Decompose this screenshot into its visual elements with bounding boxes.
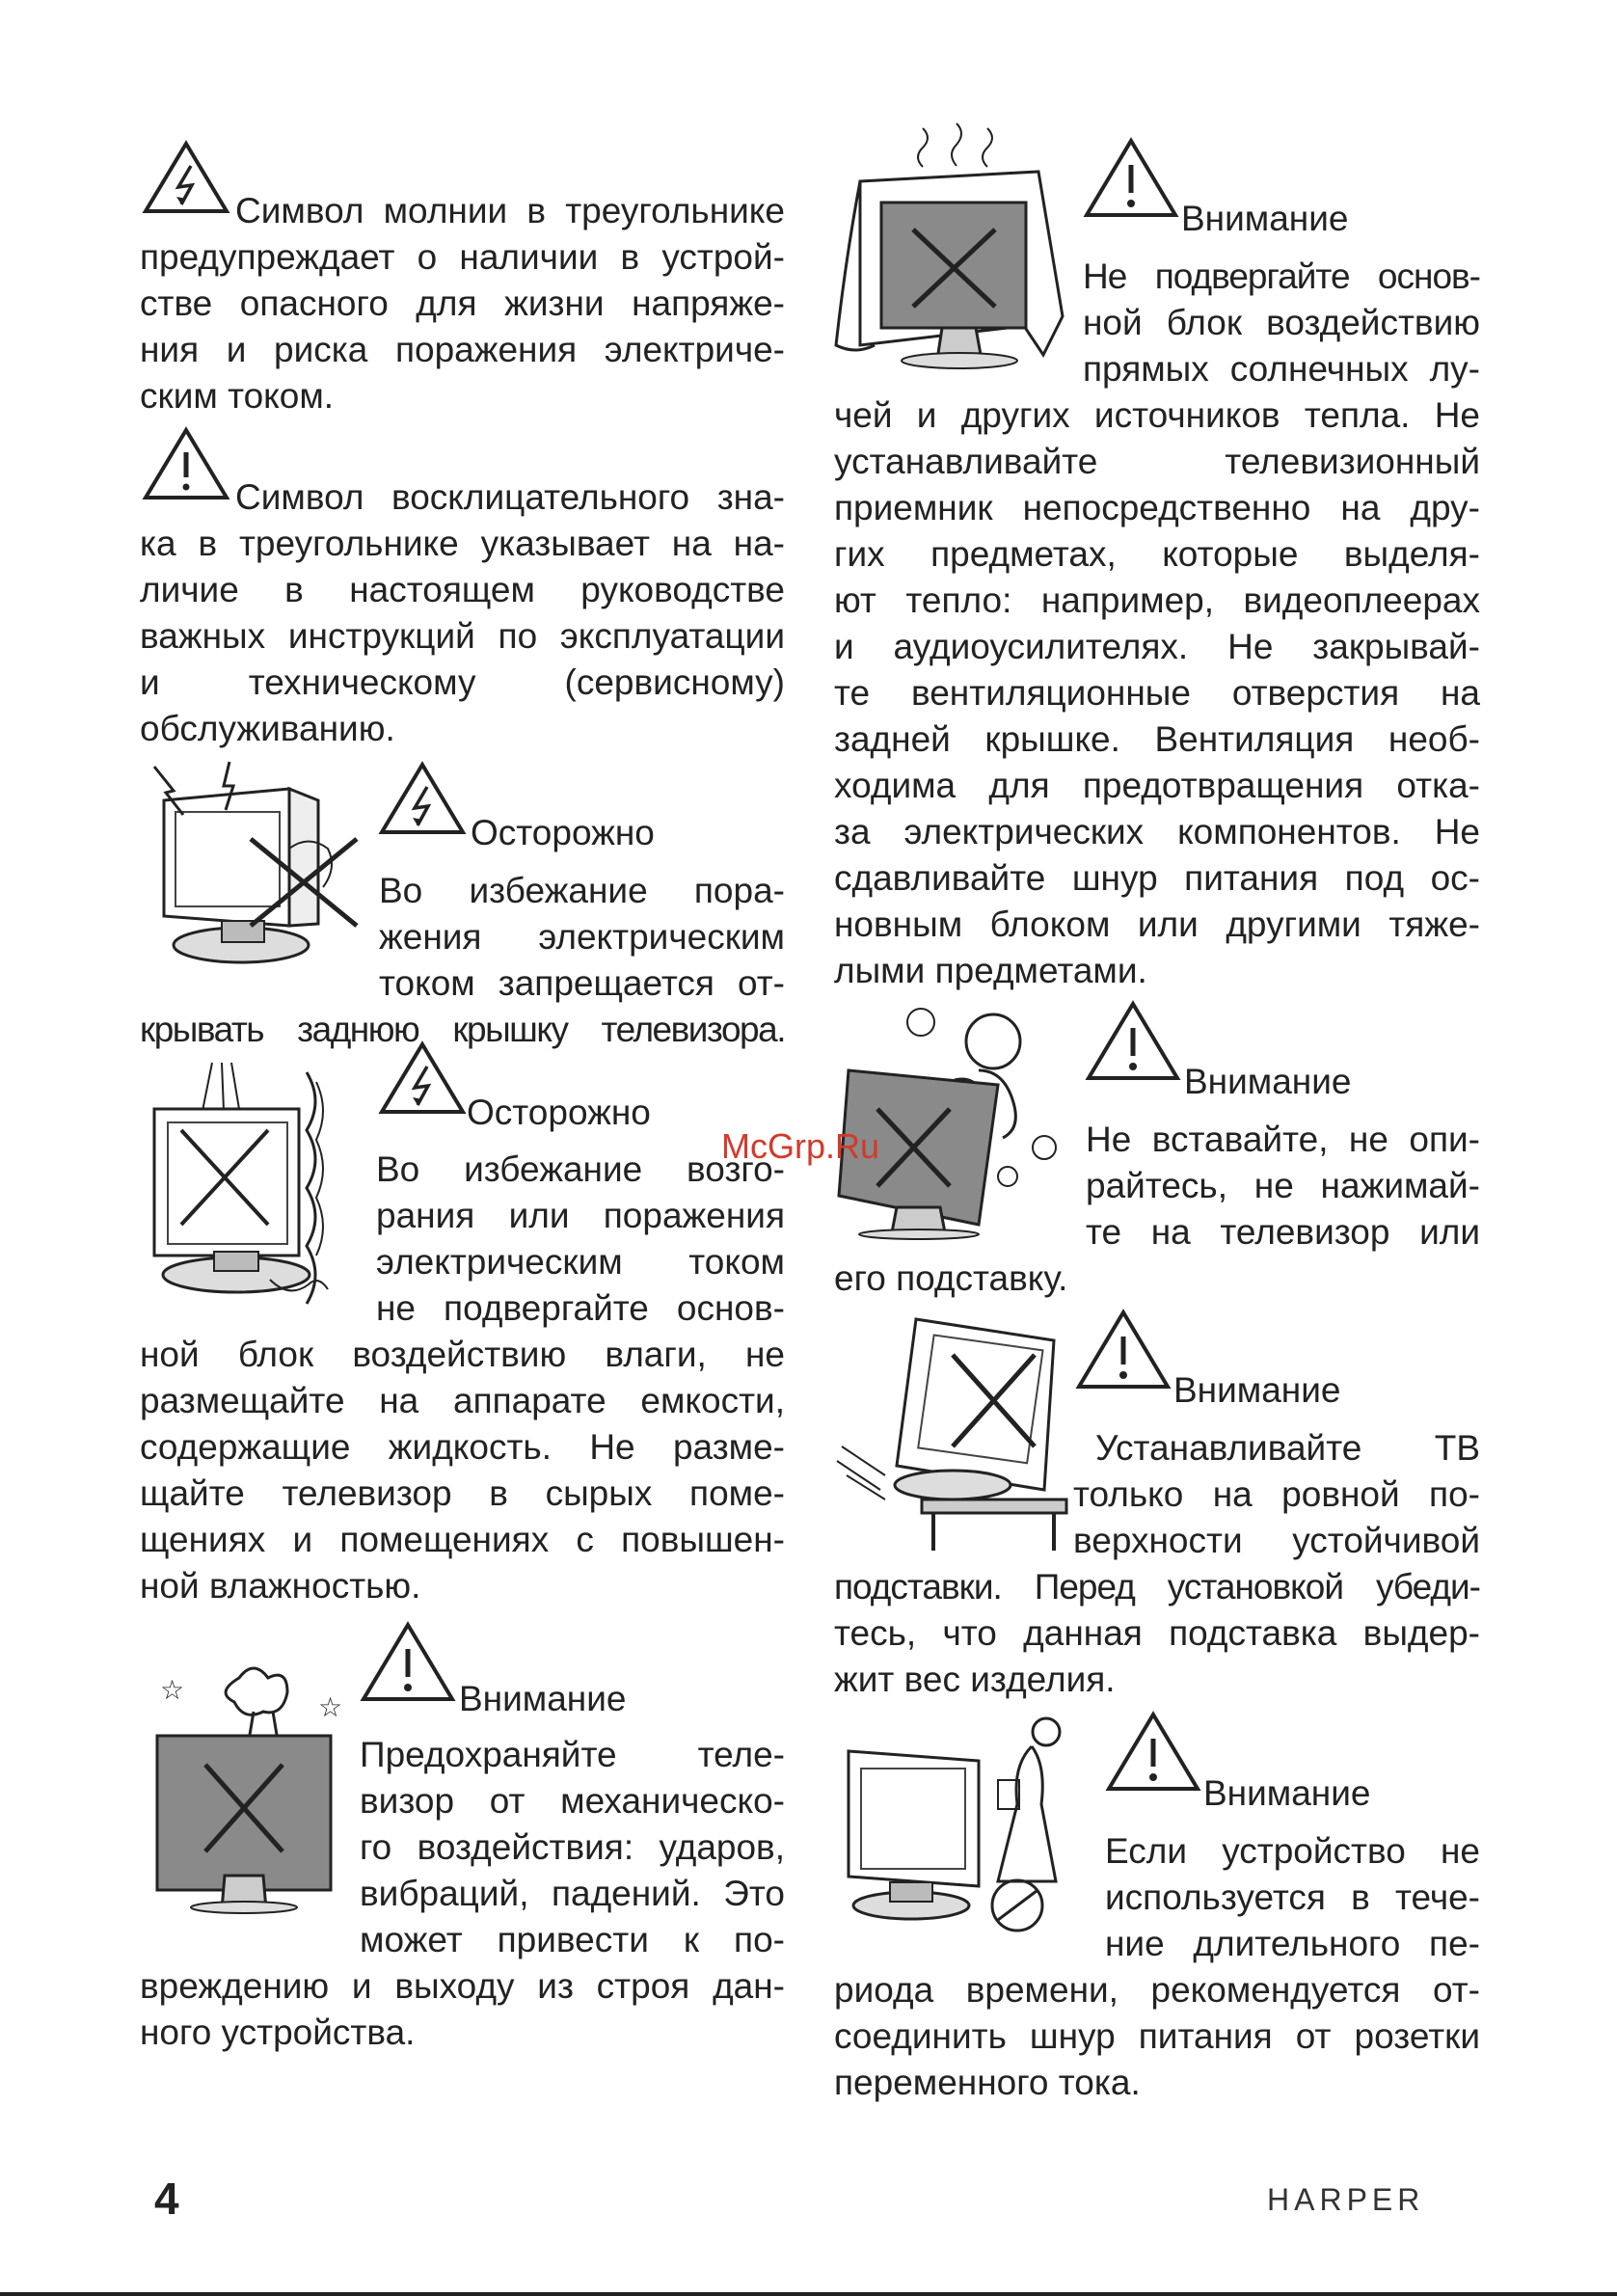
tv-moisture-illustration	[145, 1063, 357, 1299]
text-line: ного устройства.	[140, 2012, 416, 2052]
lightning-warning-icon	[143, 141, 229, 214]
text-line: соединить шнур питания от розетки	[834, 2016, 1480, 2056]
text-line: жения электрическим	[379, 917, 785, 957]
bottom-rule	[0, 2292, 1617, 2296]
text-line: ной блок воздействию влаги, не	[140, 1335, 785, 1374]
section-heading: Внимание	[459, 1679, 627, 1718]
text-line: ной блок воздействию	[1083, 303, 1480, 342]
section-heading: Внимание	[1184, 1062, 1352, 1101]
text-line: ния и риска поражения электриче-	[140, 330, 785, 369]
text-line: приемник непосредственно на дру-	[834, 488, 1480, 527]
section-heading: Осторожно	[467, 1093, 651, 1132]
text-line: ка в треугольнике указывает на на-	[140, 524, 785, 563]
text-line: новным блоком или другими тяже-	[834, 905, 1480, 944]
tv-back-cover-illustration	[145, 762, 366, 979]
section-heading: Внимание	[1181, 199, 1349, 238]
text-line: ние длительного пе-	[1105, 1924, 1480, 1963]
text-line: верхности устойчивой	[1073, 1521, 1480, 1560]
text-line: лыми предметами.	[834, 951, 1147, 990]
text-line: обслуживанию.	[140, 709, 395, 748]
text-line: щениях и помещениях с повышен-	[140, 1520, 785, 1559]
text-line: рания или поражения	[376, 1196, 785, 1235]
text-line: вибраций, падений. Это	[360, 1874, 785, 1913]
text-line: те вентиляционные отверстия на	[834, 673, 1480, 713]
text-line: Если устройство не	[1105, 1831, 1480, 1871]
text-line: задней крышке. Вентиляция необ-	[834, 719, 1480, 759]
text-line: прямых солнечных лу-	[1083, 349, 1480, 389]
text-line: устанавливайте телевизионный	[834, 442, 1480, 481]
text-line: за электрических компонентов. Не	[834, 812, 1480, 851]
text-line: Предохраняйте теле-	[360, 1735, 785, 1774]
text-line: подставки. Перед установкой убеди-	[834, 1567, 1480, 1607]
text-line: Во избежание пора-	[379, 871, 785, 910]
tv-lean-illustration	[834, 1003, 1070, 1239]
brand-logo: HARPER	[1267, 2182, 1425, 2217]
text-line: переменного тока.	[834, 2063, 1141, 2102]
text-line: только на ровной по-	[1073, 1474, 1480, 1514]
text-line: сдавливайте шнур питания под ос-	[834, 858, 1480, 898]
text-line: Во избежание возго-	[376, 1149, 785, 1189]
text-line: размещайте на аппарате емкости,	[140, 1381, 785, 1420]
text-line: жит вес изделия.	[834, 1660, 1116, 1699]
section-heading: Осторожно	[471, 813, 655, 852]
exclamation-warning-icon	[1085, 1001, 1181, 1082]
text-line: вреждению и выходу из строя дан-	[140, 1966, 785, 2006]
text-line: гих предметах, которые выделя-	[834, 534, 1480, 574]
tv-mechanical-illustration	[152, 1659, 360, 1914]
text-line: важных инструкций по эксплуатации	[140, 616, 785, 656]
exclamation-warning-icon	[360, 1622, 456, 1703]
exclamation-warning-icon	[1083, 138, 1179, 219]
text-line: Устанавливайте ТВ	[1095, 1428, 1480, 1468]
text-line: его подставку.	[834, 1258, 1068, 1298]
text-line: тесь, что данная подставка выдер-	[834, 1613, 1480, 1653]
text-line: Символ восклицательного зна-	[235, 477, 785, 517]
text-line: не подвергайте основ-	[376, 1288, 785, 1328]
text-line: визор от механическо-	[360, 1781, 785, 1821]
watermark: McGrp.Ru	[721, 1126, 880, 1166]
section-heading: Внимание	[1203, 1773, 1371, 1813]
text-line: личие в настоящем руководстве	[140, 570, 785, 609]
exclamation-warning-icon	[143, 427, 229, 500]
tv-heat-illustration	[831, 123, 1077, 376]
exclamation-warning-icon	[1075, 1310, 1172, 1391]
text-line: ским током.	[140, 376, 335, 416]
tv-unplug-illustration	[844, 1713, 1085, 1934]
lightning-warning-icon	[379, 762, 466, 835]
text-line: Не подвергайте основ-	[1083, 257, 1480, 296]
page-number: 4	[154, 2174, 179, 2224]
text-line: электрическим током	[376, 1242, 785, 1282]
lightning-warning-icon	[379, 1041, 466, 1115]
text-line: может привести к по-	[360, 1920, 785, 1959]
text-line: ходима для предотвращения отка-	[834, 766, 1480, 805]
text-line: райтесь, не нажимай-	[1086, 1166, 1480, 1205]
text-line: стве опасного для жизни напряже-	[140, 284, 785, 323]
exclamation-warning-icon	[1105, 1712, 1201, 1793]
text-line: крывать заднюю крышку телевизора.	[140, 1010, 785, 1049]
text-line: чей и других источников тепла. Не	[834, 395, 1480, 435]
text-line: риода времени, рекомендуется от-	[834, 1970, 1480, 2010]
text-line: ной влажностью.	[140, 1566, 421, 1606]
text-line: го воздействия: ударов,	[360, 1827, 785, 1867]
text-line: ют тепло: например, видеоплеерах	[834, 581, 1480, 620]
text-line: содержащие жидкость. Не разме-	[140, 1427, 785, 1467]
text-line: используется в тече-	[1105, 1877, 1480, 1917]
text-line: те на телевизор или	[1086, 1212, 1480, 1252]
svg-text:☆: ☆	[160, 1674, 185, 1706]
section-heading: Внимание	[1173, 1370, 1341, 1410]
tv-stand-illustration	[837, 1311, 1068, 1553]
text-line: Символ молнии в треугольнике	[235, 191, 785, 230]
text-line: предупреждает о наличии в устрой-	[140, 237, 785, 277]
text-line: током запрещается от-	[379, 963, 785, 1003]
text-line: Не вставайте, не опи-	[1086, 1120, 1480, 1159]
text-line: и аудиоусилителях. Не закрывай-	[834, 627, 1480, 666]
text-line: и техническому (сервисному)	[140, 662, 785, 702]
svg-text:☆: ☆	[318, 1691, 343, 1723]
text-line: щайте телевизор в сырых поме-	[140, 1473, 785, 1513]
